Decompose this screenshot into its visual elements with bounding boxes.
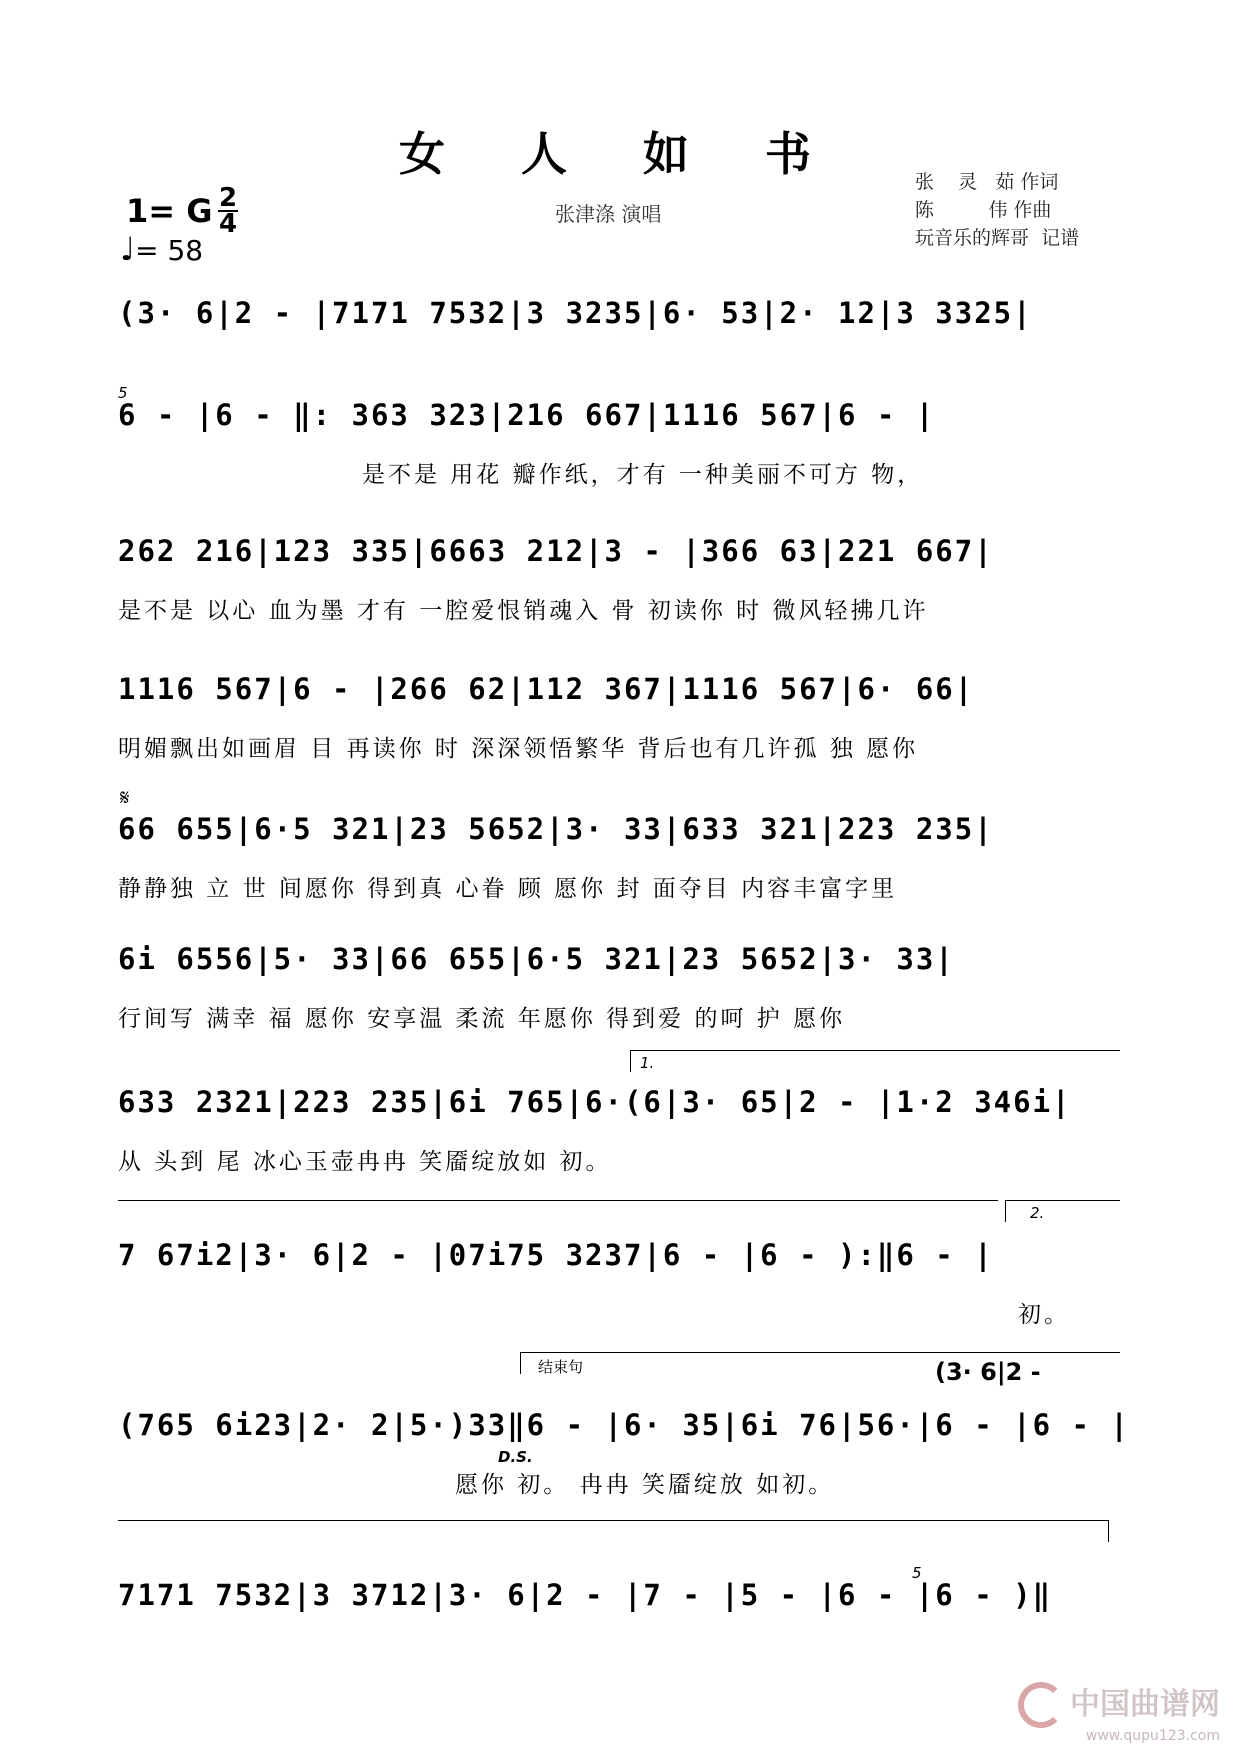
staff-7 (0, 1085, 1240, 1225)
staff-9 (0, 1408, 1240, 1548)
volta-1-continuation (118, 1200, 998, 1201)
staff-9-notes: (765 6i23|2· 2|5·)33‖6 - |6· 35|6i 76|56·|6 - |6 - | (118, 1408, 1130, 1442)
staff-4-notes: 1116 567|6 - |266 62|112 367|1116 567|6· 66| (118, 672, 975, 706)
time-signature (218, 183, 238, 239)
ds-mark: D.S. (498, 1448, 533, 1466)
staff-3 (0, 534, 1240, 674)
staff-5-lyrics: 静静独 立 世 间愿你 得到真 心眷 顾 愿你 封 面夺目 内容丰富字里 (118, 876, 898, 902)
coda-label: 结束句 (538, 1358, 584, 1376)
credits (915, 168, 1079, 252)
time-signature-top: 2 (218, 183, 238, 213)
watermark (1018, 1679, 1220, 1745)
composer-credit: 陈 伟 作曲 (915, 199, 1052, 221)
volta-1-bracket (630, 1050, 1120, 1051)
time-signature-bottom: 4 (218, 209, 238, 239)
coda-intro: (3· 6|2 - (935, 1358, 1041, 1386)
coda-bracket-edge (520, 1352, 521, 1374)
coda-continuation (118, 1520, 1108, 1521)
staff-3-lyrics: 是不是 以心 血为墨 才有 一腔爱恨销魂入 骨 初读你 时 微风轻拂几许 (118, 598, 929, 624)
singer-credit: 张津涤 演唱 (555, 202, 662, 226)
watermark-logo-icon (1018, 1682, 1064, 1728)
staff-3-notes: 262 216|123 335|6663 212|3 - |366 63|221 667| (118, 534, 994, 568)
staff-7-lyrics: 从 头到 尾 冰心玉壶冉冉 笑靥绽放如 初。 (118, 1149, 612, 1175)
tempo-mark (120, 230, 203, 268)
staff-2-notes: 6 - |6 - ‖: 363 323|216 667|1116 567|6 - | (118, 398, 936, 432)
staff-8-notes: 7 67i2|3· 6|2 - |07i75 3237|6 - |6 - ):‖6 - | (118, 1238, 994, 1272)
volta-1-edge (630, 1050, 631, 1072)
volta-1-label: 1. (640, 1054, 655, 1072)
staff-1-notes: (3· 6|2 - |7171 7532|3 3235|6· 53|2· 12|3 3325| (118, 296, 1033, 330)
staff-8 (0, 1238, 1240, 1378)
watermark-brand: 中国曲谱网 (1070, 1686, 1220, 1722)
staff-4-lyrics: 明媚飘出如画眉 目 再读你 时 深深领悟繁华 背后也有几许孤 独 愿你 (118, 736, 919, 762)
tempo-value: = 58 (135, 234, 204, 267)
quarter-note-icon: ♩ (120, 230, 136, 268)
transcriber-credit: 玩音乐的辉哥 记谱 (915, 227, 1080, 249)
staff-9-lyrics: 愿你 初。 冉冉 笑靥绽放 如初。 (455, 1472, 835, 1498)
segno-sign: 𝄋 (120, 786, 130, 811)
watermark-url: www.qupu123.com (1085, 1728, 1220, 1744)
volta-2-bracket (1005, 1200, 1120, 1201)
staff-4 (0, 672, 1240, 812)
staff-6-notes: 6i 6556|5· 33|66 655|6·5 321|23 5652|3· 33| (118, 942, 955, 976)
staff-2 (0, 384, 1240, 538)
staff-7-notes: 633 2321|223 235|6i 765|6·(6|3· 65|2 - |1·2 346i| (118, 1085, 1072, 1119)
grace-note-end: 5 (912, 1564, 922, 1582)
staff-8-lyrics: 初。 (1018, 1302, 1070, 1328)
staff-2-lyrics: 是不是 用花 瓣作纸，才有 一种美丽不可方 物， (362, 462, 924, 488)
staff-6-lyrics: 行间写 满幸 福 愿你 安享温 柔流 年愿你 得到爱 的呵 护 愿你 (118, 1006, 846, 1032)
key-signature: 1= G (126, 192, 213, 230)
coda-bracket (520, 1352, 1120, 1353)
lyricist-credit: 张 灵 茹 作词 (915, 171, 1059, 193)
coda-end-edge (1108, 1520, 1109, 1542)
staff-5-notes: 66 655|6·5 321|23 5652|3· 33|633 321|223 235| (118, 812, 994, 846)
staff-6 (0, 942, 1240, 1082)
song-title: 女 人 如 书 (398, 127, 842, 181)
volta-2-label: 2. (1030, 1204, 1045, 1222)
staff-5 (0, 786, 1240, 952)
volta-2-edge (1005, 1200, 1006, 1222)
grace-note: 5 (118, 384, 128, 402)
staff-10-notes: 7171 7532|3 3712|3· 6|2 - |7 - |5 - |6 - |6 - )‖ (118, 1578, 1053, 1612)
